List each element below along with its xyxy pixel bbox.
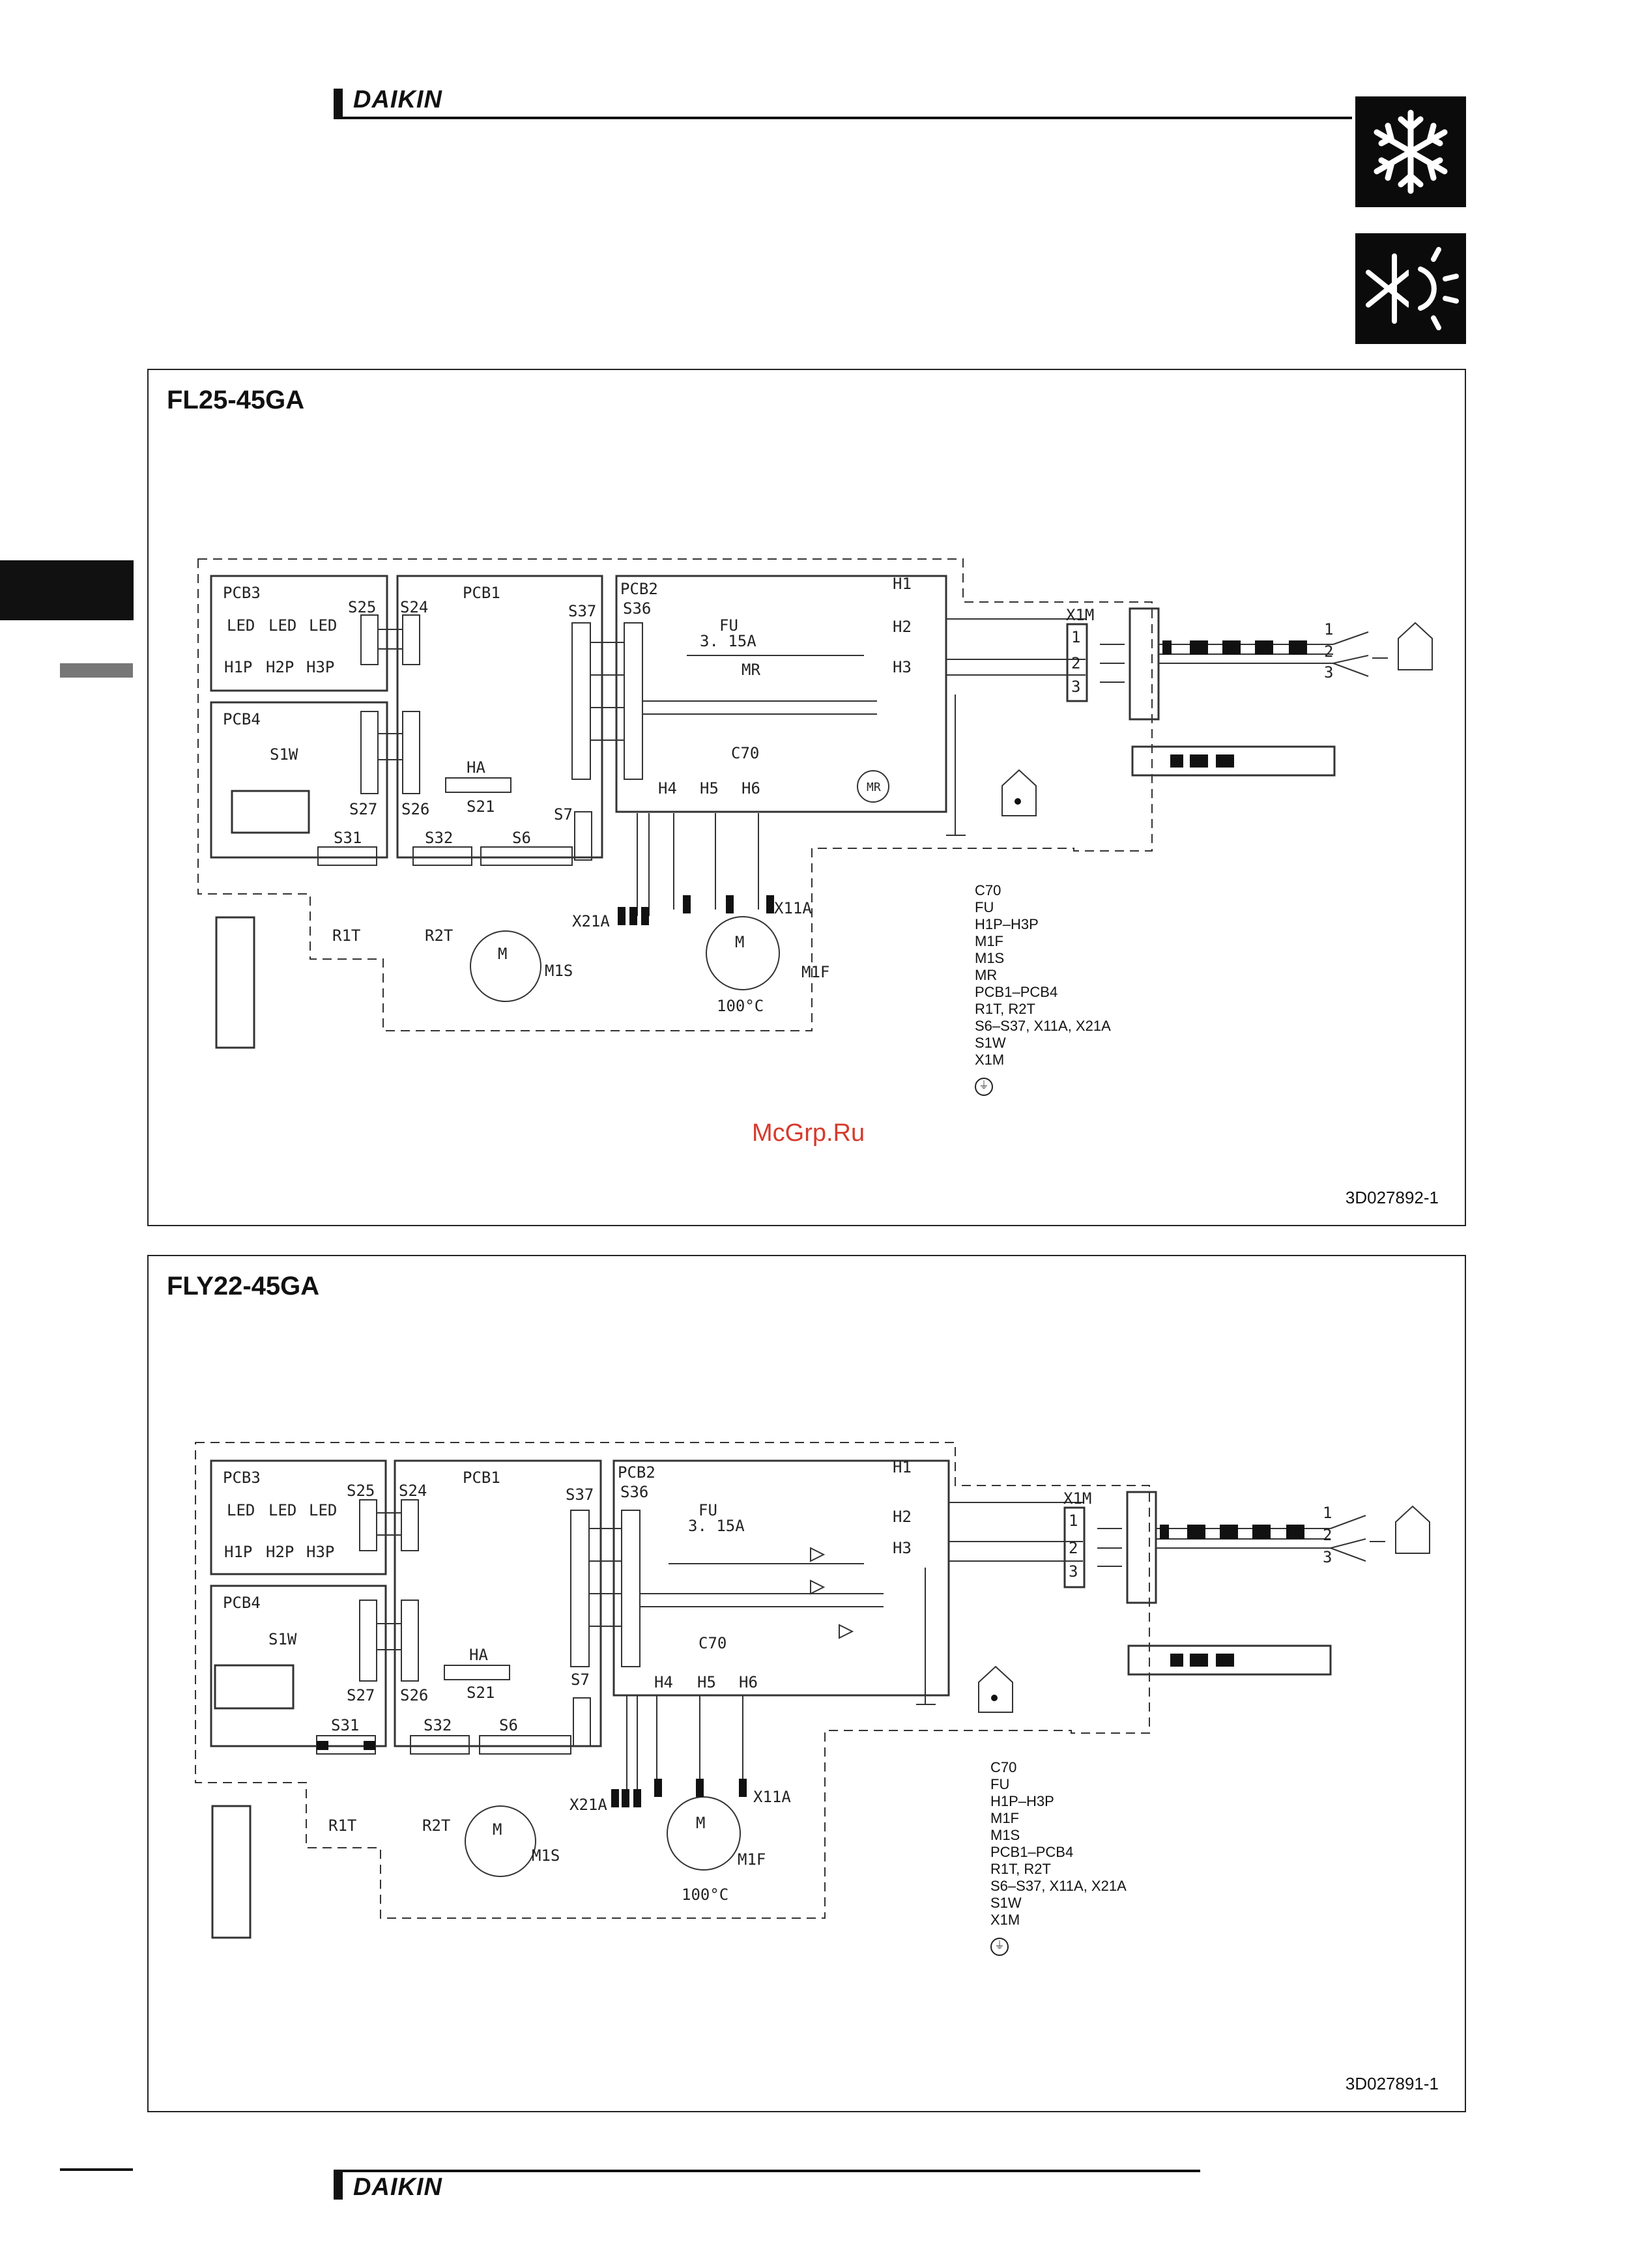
h2p-label: H2P [266, 658, 295, 676]
footer-rule [334, 2170, 1200, 2172]
s32-label: S32 [425, 829, 454, 847]
led3-label: LED [309, 1501, 338, 1519]
legend-item: R1T, R2T [975, 1001, 1035, 1017]
led2-label: LED [268, 1501, 297, 1519]
output-terminal-2: 2 [1323, 1526, 1332, 1544]
legend-item: H1P–H3P [990, 1793, 1054, 1809]
x1m-terminal-2: 2 [1069, 1539, 1078, 1557]
s26-label: S26 [400, 1686, 429, 1704]
header-brand-logo: DAIKIN [353, 86, 442, 113]
r1t-label: R1T [332, 926, 361, 945]
h1-label: H1 [893, 1458, 912, 1476]
legend-item: M1S [975, 950, 1005, 966]
output-terminal-2: 2 [1324, 642, 1334, 661]
h2p-label: H2P [266, 1543, 295, 1561]
m1f-label: M1F [801, 963, 830, 981]
x1m-terminal-3: 3 [1071, 678, 1081, 696]
earth-icon: ⏚ [975, 1078, 993, 1096]
h1p-label: H1P [224, 1543, 253, 1561]
legend-list-fl25 [975, 882, 1111, 1096]
snowflake-icon [1355, 96, 1466, 207]
mr-label: MR [742, 661, 760, 679]
legend-item: M1F [990, 1810, 1019, 1826]
legend-item: S6–S37, X11A, X21A [975, 1018, 1111, 1034]
s36-label: S36 [623, 599, 652, 618]
watermark-text: McGrp.Ru [752, 1119, 865, 1147]
m1s-motor-symbol: M [498, 945, 508, 963]
m1f-label: M1F [738, 1850, 766, 1869]
legend-item: PCB1–PCB4 [975, 984, 1058, 1000]
c70-label: C70 [731, 744, 760, 762]
r1t-label: R1T [328, 1816, 357, 1835]
m1s-label: M1S [532, 1846, 560, 1865]
fu-rating-label: 3. 15A [688, 1517, 745, 1535]
panel-title: FL25-45GA [167, 386, 305, 414]
s1w-label: S1W [268, 1630, 297, 1648]
led3-label: LED [309, 616, 338, 635]
ha-label: HA [469, 1646, 488, 1664]
legend-item: X1M [990, 1912, 1020, 1928]
s26-label: S26 [401, 800, 430, 818]
wiring-diagram-fly22 [147, 1255, 1466, 2112]
thermal-protector-label: 100°C [682, 1886, 729, 1904]
s27-label: S27 [349, 800, 378, 818]
pcb3-label: PCB3 [223, 584, 261, 602]
s31-label: S31 [334, 829, 362, 847]
m1f-motor-symbol: M [696, 1814, 706, 1832]
section-tab-sub-marker [60, 663, 133, 678]
pcb2-label: PCB2 [618, 1463, 655, 1482]
h3p-label: H3P [306, 658, 335, 676]
legend-item: X1M [975, 1052, 1005, 1068]
pcb3-label: PCB3 [223, 1469, 261, 1487]
s7-label: S7 [554, 805, 573, 824]
h5-label: H5 [700, 779, 719, 797]
legend-item: MR [975, 967, 998, 983]
m1s-motor-symbol: M [493, 1820, 502, 1839]
section-tab-marker [0, 560, 134, 620]
s21-label: S21 [467, 1684, 495, 1702]
h3-label: H3 [893, 1539, 912, 1557]
x1m-terminal-3: 3 [1069, 1562, 1078, 1581]
m1s-label: M1S [545, 962, 573, 980]
r2t-label: R2T [425, 926, 454, 945]
s37-label: S37 [568, 602, 597, 620]
s21-label: S21 [467, 797, 495, 816]
h1-label: H1 [893, 575, 912, 593]
output-terminal-1: 1 [1324, 620, 1334, 639]
legend-item: H1P–H3P [975, 916, 1039, 932]
h1p-label: H1P [224, 658, 253, 676]
x21a-label: X21A [569, 1796, 607, 1814]
pcb1-label: PCB1 [463, 584, 500, 602]
h3-label: H3 [893, 658, 912, 676]
legend-item: S1W [990, 1895, 1022, 1911]
drawing-code: 3D027891-1 [1345, 2074, 1439, 2093]
h2-label: H2 [893, 618, 912, 636]
legend-item: FU [990, 1776, 1010, 1792]
legend-item: FU [975, 899, 994, 915]
s6-label: S6 [499, 1716, 518, 1734]
h5-label: H5 [697, 1673, 716, 1691]
x1m-terminal-1: 1 [1069, 1512, 1078, 1530]
ha-label: HA [467, 758, 485, 777]
mr-relay-label: MR [867, 781, 881, 794]
s24-label: S24 [400, 598, 429, 616]
h6-label: H6 [742, 779, 760, 797]
legend-item: PCB1–PCB4 [990, 1844, 1074, 1860]
wiring-diagram-fl25 [147, 369, 1466, 1226]
fu-label: FU [698, 1501, 717, 1519]
pcb1-label: PCB1 [463, 1469, 500, 1487]
led1-label: LED [227, 616, 255, 635]
panel-title: FLY22-45GA [167, 1272, 320, 1300]
s31-label: S31 [331, 1716, 360, 1734]
legend-item: M1F [975, 933, 1003, 949]
legend-list-fly22 [990, 1759, 1127, 1956]
s27-label: S27 [347, 1686, 375, 1704]
s7-label: S7 [571, 1671, 590, 1689]
x11a-label: X11A [753, 1788, 791, 1806]
output-terminal-3: 3 [1324, 663, 1334, 682]
x1m-terminal-1: 1 [1071, 628, 1081, 646]
h6-label: H6 [739, 1673, 758, 1691]
thermal-protector-label: 100°C [717, 997, 764, 1015]
x1m-label: X1M [1066, 606, 1095, 624]
output-terminal-1: 1 [1323, 1504, 1332, 1522]
led2-label: LED [268, 616, 297, 635]
header-rule [334, 117, 1352, 119]
earth-icon: ⏚ [990, 1938, 1009, 1956]
s37-label: S37 [566, 1486, 594, 1504]
s32-label: S32 [424, 1716, 452, 1734]
pcb2-label: PCB2 [620, 580, 658, 598]
output-terminal-3: 3 [1323, 1548, 1332, 1566]
drawing-code: 3D027892-1 [1345, 1188, 1439, 1207]
led1-label: LED [227, 1501, 255, 1519]
footer-brand-logo: DAIKIN [353, 2174, 442, 2201]
footer-brand-bar [334, 2170, 343, 2200]
s25-label: S25 [348, 598, 377, 616]
x11a-label: X11A [774, 899, 812, 917]
s25-label: S25 [347, 1482, 375, 1500]
r2t-label: R2T [422, 1816, 451, 1835]
h4-label: H4 [658, 779, 677, 797]
fu-rating-label: 3. 15A [700, 632, 756, 650]
c70-label: C70 [698, 1634, 727, 1652]
pcb4-label: PCB4 [223, 710, 261, 728]
legend-item: S1W [975, 1035, 1006, 1051]
snowflake-sun-icon [1355, 233, 1466, 344]
footer-left-rule [60, 2168, 133, 2171]
legend-item: C70 [975, 882, 1001, 898]
legend-item: C70 [990, 1759, 1017, 1775]
m1f-motor-symbol: M [735, 933, 745, 951]
s1w-label: S1W [270, 745, 298, 764]
fu-label: FU [719, 616, 738, 635]
x1m-terminal-2: 2 [1071, 654, 1081, 672]
legend-item: S6–S37, X11A, X21A [990, 1878, 1127, 1894]
pcb4-label: PCB4 [223, 1594, 261, 1612]
s36-label: S36 [620, 1483, 649, 1501]
s24-label: S24 [399, 1482, 427, 1500]
legend-item: R1T, R2T [990, 1861, 1051, 1877]
header-brand-bar [334, 89, 343, 119]
h2-label: H2 [893, 1508, 912, 1526]
x1m-label: X1M [1063, 1489, 1092, 1508]
h4-label: H4 [654, 1673, 673, 1691]
h3p-label: H3P [306, 1543, 335, 1561]
s6-label: S6 [512, 829, 531, 847]
x21a-label: X21A [572, 912, 610, 930]
legend-item: M1S [990, 1827, 1020, 1843]
